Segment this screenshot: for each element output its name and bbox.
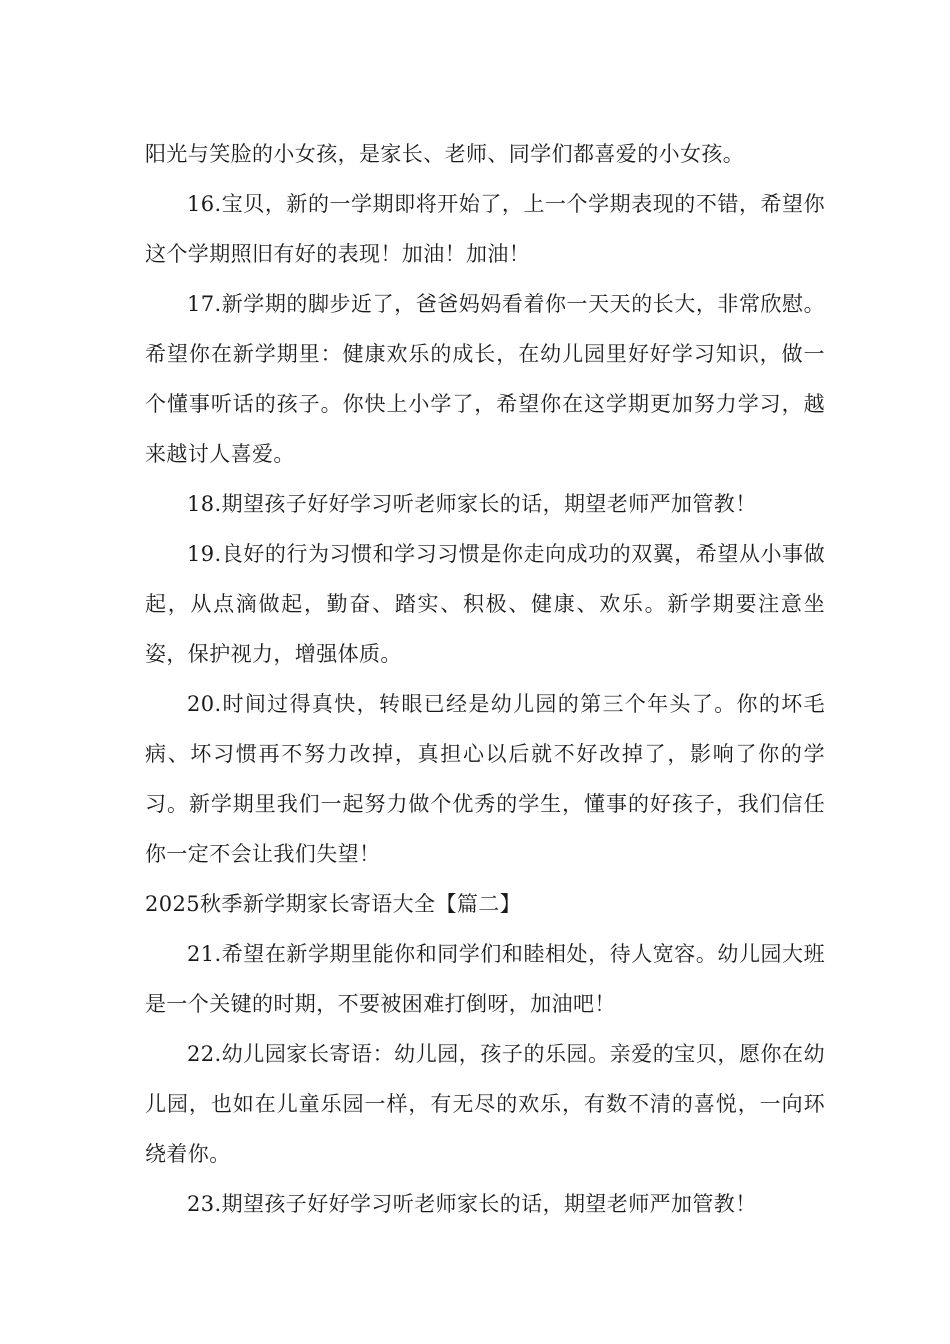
- document-body: [145, 129, 825, 1229]
- paragraph-16: 16.宝贝，新的一学期即将开始了，上一个学期表现的不错，希望你这个学期照旧有好的表现！加油！加油！: [145, 192, 825, 266]
- paragraph-22: 22.幼儿园家长寄语：幼儿园，孩子的乐园。亲爱的宝贝，愿你在幼儿园，也如在儿童乐园一样，有无尽的欢乐，有数不清的喜悦，一向环绕着你。: [145, 1042, 825, 1166]
- paragraph-15-continuation: 阳光与笑脸的小女孩，是家长、老师、同学们都喜爱的小女孩。: [145, 142, 745, 166]
- paragraph-20: 20.时间过得真快，转眼已经是幼儿园的第三个年头了。你的坏毛病、坏习惯再不努力改掉，真担心以后就不好改掉了，影响了你的学习。新学期里我们一起努力做个优秀的学生，懂事的好孩子，我们信任你一定不会让我们失望！: [145, 692, 825, 866]
- paragraph-19: 19.良好的行为习惯和学习习惯是你走向成功的双翼，希望从小事做起，从点滴做起，勤奋、踏实、积极、健康、欢乐。新学期要注意坐姿，保护视力，增强体质。: [145, 542, 825, 666]
- section-heading: 2025秋季新学期家长寄语大全【篇二】: [145, 892, 522, 916]
- paragraph-17: 17.新学期的脚步近了，爸爸妈妈看着你一天天的长大，非常欣慰。希望你在新学期里：健康欢乐的成长，在幼儿园里好好学习知识，做一个懂事听话的孩子。你快上小学了，希望你在这学期更加努力学习，越来越讨人喜爱。: [145, 292, 825, 466]
- paragraph-23: 23.期望孩子好好学习听老师家长的话，期望老师严加管教！: [187, 1192, 757, 1216]
- paragraph-18: 18.期望孩子好好学习听老师家长的话，期望老师严加管教！: [187, 492, 757, 516]
- paragraph-21: 21.希望在新学期里能你和同学们和睦相处，待人宽容。幼儿园大班是一个关键的时期，不要被困难打倒呀，加油吧！: [145, 942, 825, 1016]
